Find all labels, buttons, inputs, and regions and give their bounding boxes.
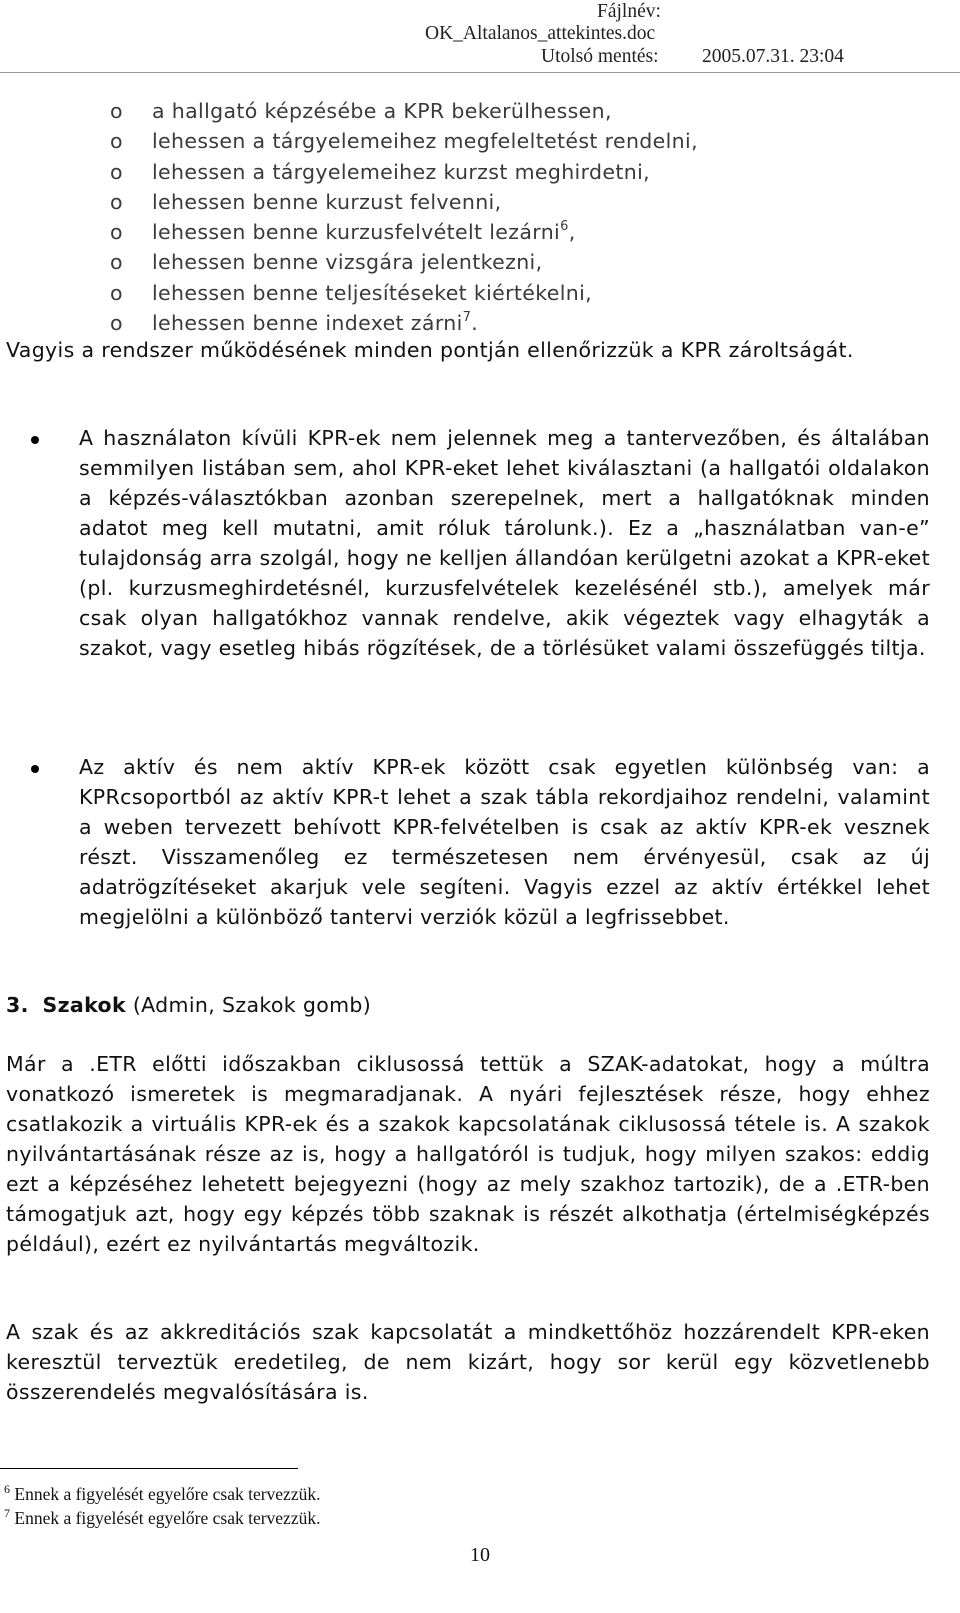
list-marker: o [110, 280, 123, 305]
header-saved-value: 2005.07.31. 23:04 [702, 46, 844, 67]
list-item [0, 247, 960, 277]
header-filename-value: OK_Altalanos_attekintes.doc [425, 23, 656, 44]
list-item [0, 217, 960, 247]
header-saved-label: Utolsó mentés: [541, 46, 659, 67]
footnote-text: Ennek a figyelését egyelőre csak tervezzük. [14, 1484, 321, 1504]
list-item-tail: . [471, 311, 479, 336]
footnote-divider [0, 1468, 298, 1469]
list-item-text: lehessen benne indexet zárni [152, 311, 463, 336]
page-number: 10 [470, 1544, 490, 1566]
intro-paragraph: Vagyis a rendszer működésének minden pontján ellenőrizzük a KPR zároltságát. [6, 338, 854, 362]
bullet-text: Az aktív és nem aktív KPR-ek között csak egyetlen különbség van: a KPRcsoportból az aktív KPR-t lehet a szak tábla rekordjaihoz rendelni, valamint a weben tervezett behívott KPR-felvételben is csak az aktív KPR-ek vesznek részt. Visszamenőleg ez természetesen nem érvényesül, csak az új adatrögzítéseket akarjuk vele segíteni. Vagyis ezzel az aktív értékkel lehet megjelölni a különböző tantervi verziók közül a legfrissebbet. [79, 755, 930, 929]
list-marker: o [110, 99, 123, 123]
bullet-icon [31, 436, 39, 444]
list-marker: o [110, 250, 123, 275]
list-item-text: a hallgató képzésébe a KPR bekerülhessen, [152, 99, 612, 123]
list-item-text: lehessen benne kurzust felvenni, [152, 189, 502, 214]
list-marker: o [110, 311, 123, 336]
footnote [4, 1483, 320, 1505]
footnote-text: Ennek a figyelését egyelőre csak tervezzük. [14, 1508, 321, 1528]
list-item-text: lehessen benne vizsgára jelentkezni, [152, 250, 543, 275]
bullet-text: A használaton kívüli KPR-ek nem jelennek meg a tantervezőben, és általában semmilyen listában sem, ahol KPR-eket lehet kiválasztani (a hallgatói oldalakon a képzés-választókban azonban szerepelnek, mert a hallgatóknak minden adatot meg kell mutatni, amit róluk tárolunk.). Ez a „használatban van-e” tulajdonság arra szolgál, hogy ne kelljen állandóan kerülgetni azokat a KPR-eket (pl. kurzusmeghirdetésnél, kurzusfelvételek kezelésénél stb.), amelyek már csak olyan hallgatókhoz vannak rendelve, akik végeztek vagy elhagyták a szakot, vagy esetleg hibás rögzítések, de a törlésüket valami összefüggés tiltja. [79, 426, 930, 660]
list-item-text: lehessen a tárgyelemeihez megfeleltetést rendelni, [152, 129, 698, 154]
footnote-number: 6 [4, 1482, 10, 1496]
list-item [0, 278, 960, 308]
list-item-text: lehessen benne teljesítéseket kiértékelni, [152, 280, 593, 305]
body-paragraph: Már a .ETR előtti időszakban ciklusossá tettük a SZAK-adatokat, hogy a múltra vonatkozó ismeretek is megmaradjanak. A nyári fejlesztések része, hogy ehhez csatlakozik a virtuális KPR-ek és a szakok kapcsolatának ciklusossá tétele is. A szakok nyilvántartásának része az is, hogy a hallgatóról is tudjuk, hogy milyen szakos: eddig ezt a képzéséhez lehetett bejegyezni (hogy az mely szakhoz tartozik), de a .ETR-ben támogatjuk azt, hogy egy képzés több szaknak is részét alkothatja (értelmiségképzés például), ezért ez nyilvántartás megváltozik. [6, 1052, 930, 1256]
list-marker: o [110, 159, 123, 184]
footnote-ref[interactable]: 7 [462, 310, 472, 326]
list-item-text: lehessen benne kurzusfelvételt lezárni [152, 220, 561, 245]
list-marker: o [110, 189, 123, 214]
section-number: 3. [6, 993, 29, 1017]
footnote-ref[interactable]: 6 [560, 219, 569, 235]
header-divider [0, 72, 960, 73]
list-item [0, 187, 960, 217]
list-item [0, 96, 960, 126]
list-marker: o [110, 129, 123, 154]
bullet-icon [31, 765, 39, 773]
requirement-sublist [0, 96, 960, 338]
footnote-number: 7 [4, 1506, 10, 1520]
list-marker: o [110, 220, 123, 245]
header-filename-label: Fájlnév: [597, 1, 661, 22]
body-paragraph: A szak és az akkreditációs szak kapcsolatát a mindkettőhöz hozzárendelt KPR-eken keresztül terveztük eredetileg, de nem kizárt, hogy sor kerül egy közvetlenebb összerendelés megvalósítására is. [6, 1320, 930, 1404]
footnote [4, 1507, 320, 1529]
list-item-text: lehessen a tárgyelemeihez kurzst meghirdetni, [152, 159, 650, 184]
list-item [0, 126, 960, 156]
list-item-tail: , [568, 220, 576, 245]
list-item [0, 157, 960, 187]
list-item [0, 308, 960, 338]
section-heading [6, 990, 371, 1020]
section-title: Szakok [42, 993, 126, 1017]
section-subtitle: (Admin, Szakok gomb) [132, 993, 372, 1017]
